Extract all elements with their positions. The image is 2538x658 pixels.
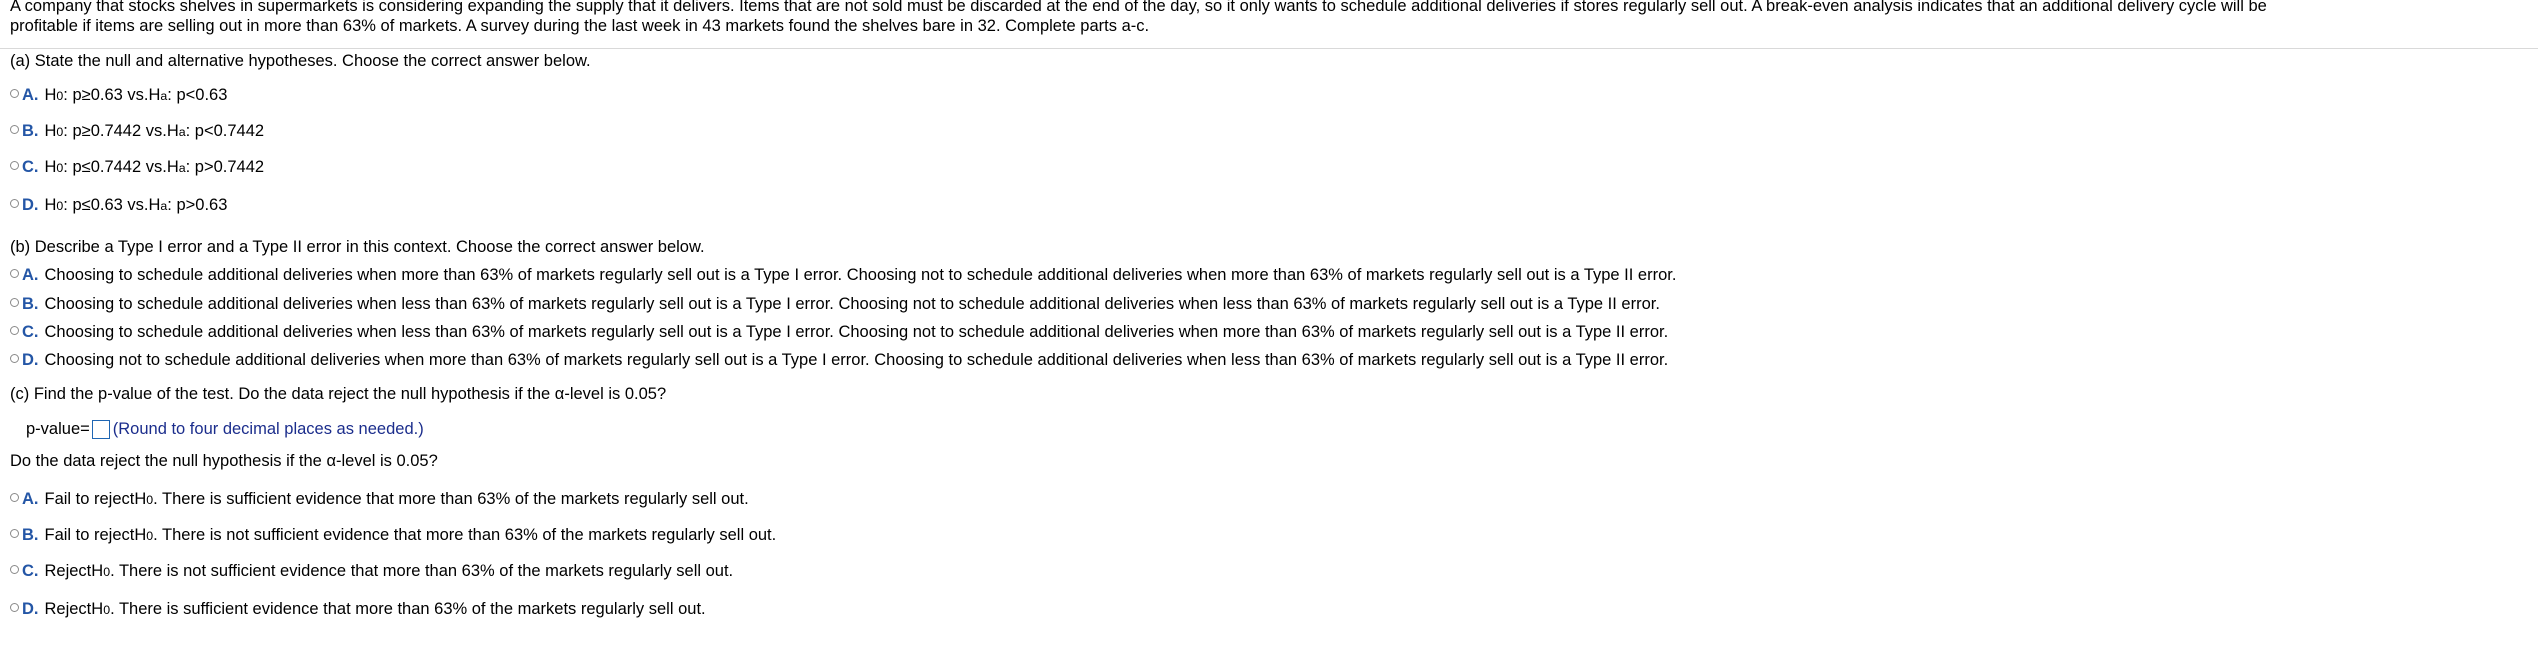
radio-button[interactable] [10,354,19,363]
radio-button[interactable] [10,603,19,612]
h0-label: H [91,600,104,618]
radio-button[interactable] [10,89,19,98]
radio-button[interactable] [10,326,19,335]
part-b-option-b[interactable] [10,294,1660,314]
part-c-prompt: (c) Find the p-value of the test. Do the data reject the null hypothesis if the α-level is 0.05? [10,385,667,403]
option-text: . There is not sufficient evidence that more than 63% of the markets regularly sell out. [153,526,777,544]
option-letter: B. [22,526,39,544]
h0-label: H [91,562,104,580]
h0-label: H [44,158,57,176]
part-b-option-c[interactable] [10,322,1668,342]
option-text: Choosing to schedule additional deliveries when less than 63% of markets regularly sell out is a Type I error. Choosing not to schedule additional deliveries when more than 63% of markets regularly sell out is a Type II error. [44,323,1669,341]
option-letter: A. [22,266,39,284]
h0-label: H [134,490,147,508]
radio-button[interactable] [10,529,19,538]
radio-button[interactable] [10,269,19,278]
part-c-option-c[interactable]: C. Reject H 0 . There is not sufficient evidence that more than 63% of the markets regularly sell out. [10,561,733,581]
option-letter: D. [22,196,39,214]
radio-button[interactable] [10,565,19,574]
radio-button[interactable] [10,125,19,134]
part-c-option-d[interactable]: D. Reject H 0 . There is sufficient evidence that more than 63% of the markets regularly sell out. [10,599,706,619]
option-letter: C. [22,158,39,176]
part-b-prompt: (b) Describe a Type I error and a Type II error in this context. Choose the correct answer below. [10,238,705,256]
h0-label: H [134,526,147,544]
problem-intro-line-1: A company that stocks shelves in supermarkets is considering expanding the supply that it delivers. Items that are not sold must be discarded at the end of the day, so it only wants to schedule additional deliveries if stores regularly sell out. A break-even analysis indicates that an additional delivery cycle will be [10,0,2267,15]
option-action: Fail to reject [44,490,135,508]
option-text: . There is sufficient evidence that more than 63% of the markets regularly sell out. [110,600,706,618]
option-letter: C. [22,562,39,580]
problem-intro-line-2: profitable if items are selling out in more than 63% of markets. A survey during the last week in 43 markets found the shelves bare in 32. Complete parts a-c. [10,17,1150,35]
part-c-option-b[interactable]: B. Fail to reject H 0 . There is not sufficient evidence that more than 63% of the markets regularly sell out. [10,525,776,545]
option-text: . There is sufficient evidence that more than 63% of the markets regularly sell out. [153,490,749,508]
pvalue-row [26,419,424,439]
part-b-option-a[interactable] [10,265,1676,285]
h0-relation: : p≥0.63 vs. [63,86,149,104]
option-text: Choosing to schedule additional deliveries when less than 63% of markets regularly sell out is a Type I error. Choosing not to schedule additional deliveries when less than 63% of markets regularly sell out is a Type II error. [44,295,1660,313]
option-letter: C. [22,323,39,341]
reject-prompt: Do the data reject the null hypothesis if the α-level is 0.05? [10,452,438,470]
part-a-option-c[interactable]: C. H 0 : p≤0.7442 vs. H a : p>0.7442 [10,157,264,177]
part-a-option-a[interactable]: A. H 0 : p≥0.63 vs. H a : p<0.63 [10,85,227,105]
part-c-option-a[interactable]: A. Fail to reject H 0 . There is sufficient evidence that more than 63% of the markets regularly sell out. [10,489,749,509]
radio-button[interactable] [10,199,19,208]
h0-relation: : p≤0.63 vs. [63,196,149,214]
ha-label: H [148,86,161,104]
pvalue-label: p-value= [26,420,90,438]
h0-label: H [44,196,57,214]
h0-label: H [44,86,57,104]
pvalue-hint: (Round to four decimal places as needed.) [112,420,424,438]
h0-relation: : p≤0.7442 vs. [63,158,167,176]
option-action: Reject [44,562,92,580]
ha-relation: : p>0.7442 [185,158,265,176]
part-a-option-d[interactable]: D. H 0 : p≤0.63 vs. H a : p>0.63 [10,195,227,215]
ha-label: H [166,122,179,140]
option-text: . There is not sufficient evidence that more than 63% of the markets regularly sell out. [110,562,734,580]
option-letter: A. [22,490,39,508]
part-a-prompt: (a) State the null and alternative hypotheses. Choose the correct answer below. [10,52,591,70]
divider [0,48,2538,49]
option-letter: B. [22,122,39,140]
option-action: Fail to reject [44,526,135,544]
option-text: Choosing not to schedule additional deliveries when more than 63% of markets regularly sell out is a Type I error. Choosing to schedule additional deliveries when less than 63% of markets regularly sell out is a Type II error. [44,351,1669,369]
ha-label: H [148,196,161,214]
radio-button[interactable] [10,298,19,307]
radio-button[interactable] [10,161,19,170]
option-letter: B. [22,295,39,313]
ha-relation: : p<0.7442 [185,122,265,140]
h0-relation: : p≥0.7442 vs. [63,122,167,140]
pvalue-input[interactable] [92,420,110,439]
radio-button[interactable] [10,493,19,502]
part-b-option-d[interactable] [10,350,1668,370]
ha-label: H [166,158,179,176]
option-action: Reject [44,600,92,618]
option-text: Choosing to schedule additional deliveries when more than 63% of markets regularly sell out is a Type I error. Choosing not to schedule additional deliveries when more than 63% of markets regularly sell out is a Type II error. [44,266,1677,284]
ha-relation: : p>0.63 [167,196,228,214]
option-letter: D. [22,600,39,618]
h0-label: H [44,122,57,140]
ha-relation: : p<0.63 [167,86,228,104]
option-letter: A. [22,86,39,104]
part-a-option-b[interactable]: B. H 0 : p≥0.7442 vs. H a : p<0.7442 [10,121,264,141]
option-letter: D. [22,351,39,369]
